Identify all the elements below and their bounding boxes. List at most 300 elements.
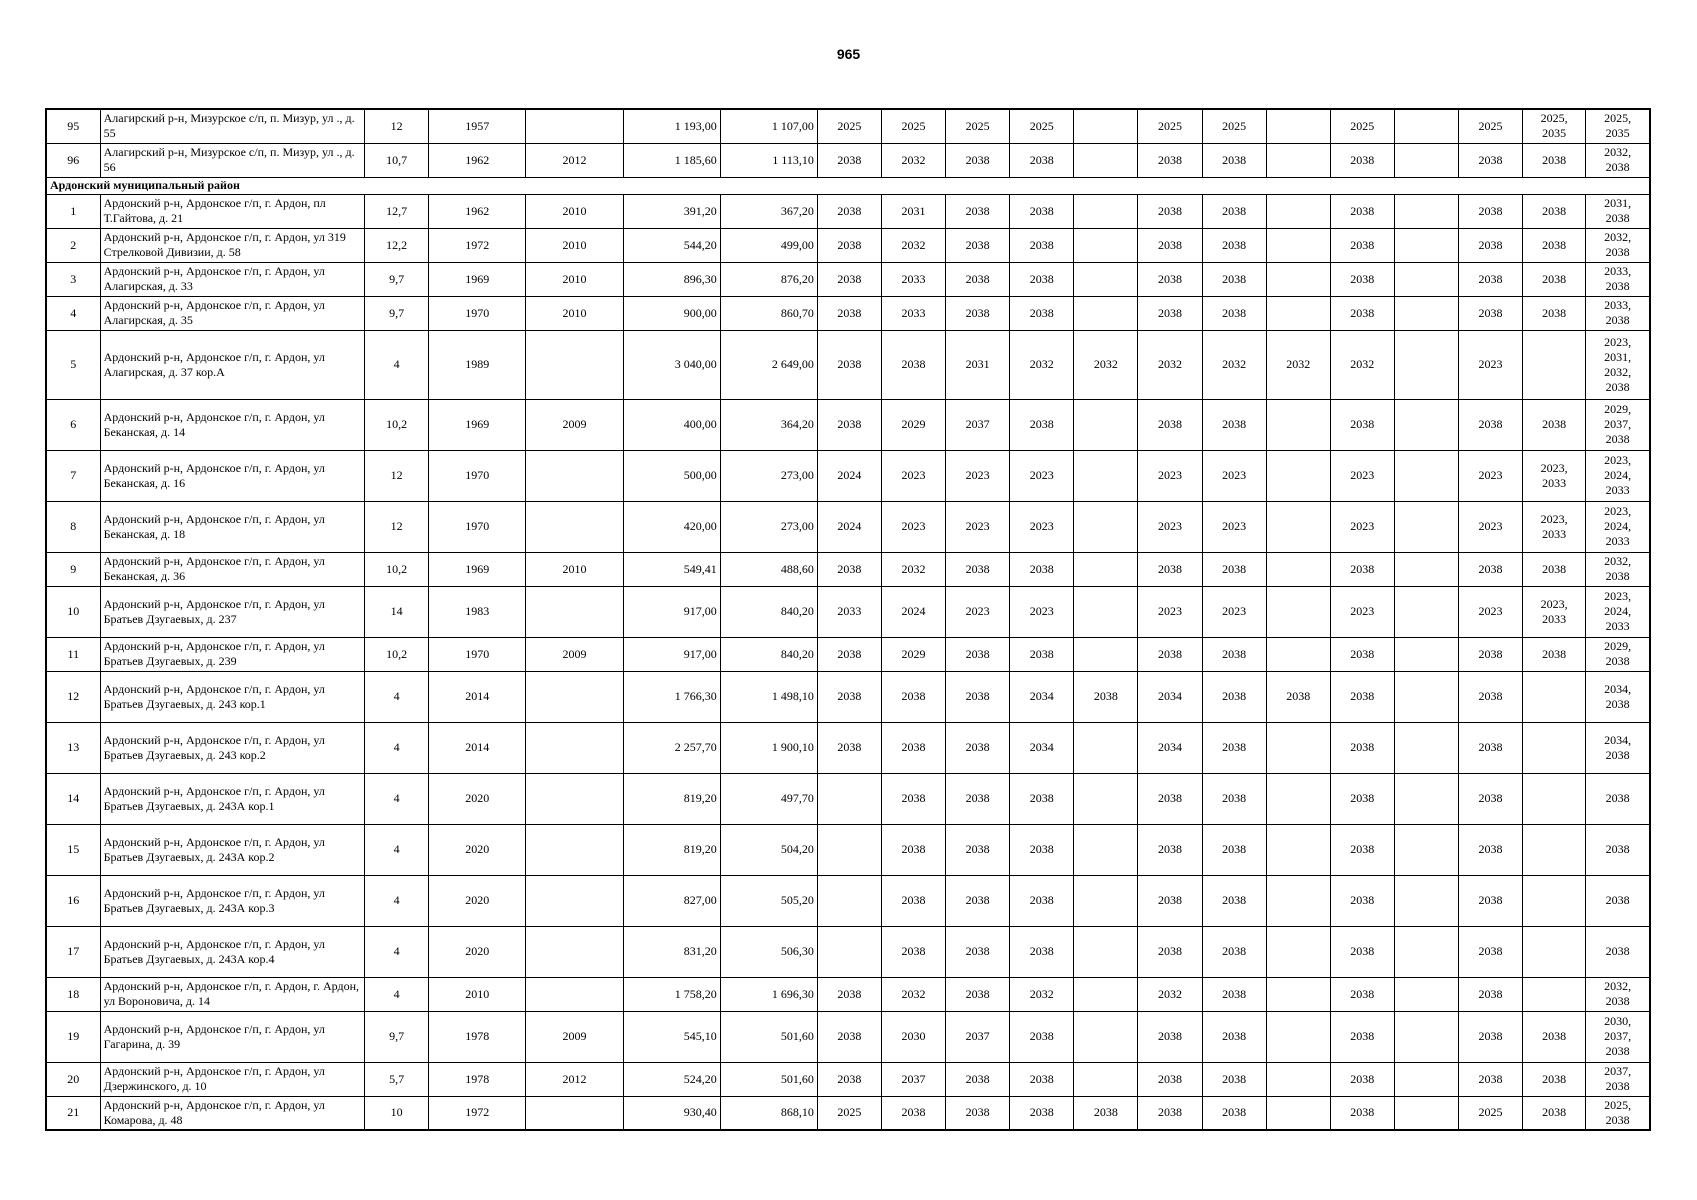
year-repaired-cell	[526, 773, 623, 824]
living-area-cell: 273,00	[720, 501, 817, 552]
repair-year-cell: 2038	[946, 722, 1010, 773]
repair-year-cell	[1266, 773, 1330, 824]
repair-year-cell: 2038	[1330, 671, 1394, 722]
repair-year-cell: 2038	[1458, 722, 1522, 773]
repair-year-cell	[1523, 722, 1586, 773]
total-area-cell: 930,40	[623, 1096, 720, 1130]
repair-year-cell: 2038	[1138, 926, 1202, 977]
repair-year-cell: 2038	[1330, 262, 1394, 296]
table-row	[46, 1062, 1650, 1096]
repair-year-cell: 2038	[817, 552, 881, 586]
repair-year-cell	[1266, 637, 1330, 671]
total-area-cell: 549,41	[623, 552, 720, 586]
year-repaired-cell: 2012	[526, 1062, 623, 1096]
row-number-cell: 10	[46, 586, 100, 637]
repair-year-cell: 2038	[1330, 637, 1394, 671]
year-repaired-cell	[526, 450, 623, 501]
row-number-cell: 96	[46, 143, 100, 177]
total-area-cell: 917,00	[623, 637, 720, 671]
repair-year-cell: 2038	[1202, 552, 1266, 586]
year-built-cell: 2020	[429, 926, 526, 977]
row-number-cell: 9	[46, 552, 100, 586]
repair-year-cell	[1266, 501, 1330, 552]
repair-year-cell	[1074, 824, 1138, 875]
year-repaired-cell: 2010	[526, 228, 623, 262]
repair-year-cell	[1394, 1011, 1458, 1062]
repair-year-cell: 2032	[1138, 977, 1202, 1011]
year-built-cell: 1970	[429, 501, 526, 552]
floors-cell: 14	[365, 586, 429, 637]
floors-cell: 12	[365, 450, 429, 501]
repair-year-cell: 2038	[1458, 773, 1522, 824]
repair-year-cell: 2038	[1458, 637, 1522, 671]
total-area-cell: 896,30	[623, 262, 720, 296]
repair-year-cell: 2033, 2038	[1586, 296, 1650, 330]
repair-year-cell: 2034	[1010, 722, 1074, 773]
repair-year-cell: 2038	[1586, 875, 1650, 926]
section-row	[46, 177, 1650, 194]
repair-year-cell: 2023	[1138, 450, 1202, 501]
address-cell: Ардонский р-н, Ардонское г/п, г. Ардон, ул Алагирская, д. 37 кор.А	[100, 330, 364, 399]
repair-year-cell: 2032, 2038	[1586, 552, 1650, 586]
floors-cell: 10,7	[365, 143, 429, 177]
living-area-cell: 273,00	[720, 450, 817, 501]
repair-year-cell: 2038	[946, 262, 1010, 296]
repair-year-cell: 2033, 2038	[1586, 262, 1650, 296]
year-repaired-cell: 2010	[526, 296, 623, 330]
address-cell: Ардонский р-н, Ардонское г/п, г. Ардон, ул Братьев Дзугаевых, д. 237	[100, 586, 364, 637]
row-number-cell: 17	[46, 926, 100, 977]
repair-year-cell: 2032	[1330, 330, 1394, 399]
table-row	[46, 926, 1650, 977]
repair-year-cell: 2023	[946, 450, 1010, 501]
repair-year-cell: 2038	[817, 296, 881, 330]
year-built-cell: 2014	[429, 671, 526, 722]
floors-cell: 10,2	[365, 637, 429, 671]
floors-cell: 4	[365, 671, 429, 722]
floors-cell: 4	[365, 773, 429, 824]
repair-year-cell: 2038	[1330, 399, 1394, 450]
repair-year-cell	[1266, 228, 1330, 262]
floors-cell: 12,7	[365, 194, 429, 228]
repair-year-cell: 2025	[1458, 109, 1522, 143]
living-area-cell: 504,20	[720, 824, 817, 875]
year-repaired-cell: 2012	[526, 143, 623, 177]
floors-cell: 4	[365, 722, 429, 773]
repair-year-cell	[1394, 875, 1458, 926]
repair-year-cell: 2030, 2037, 2038	[1586, 1011, 1650, 1062]
row-number-cell: 3	[46, 262, 100, 296]
repair-year-cell	[1074, 228, 1138, 262]
year-built-cell: 1989	[429, 330, 526, 399]
repair-year-cell: 2038	[1523, 1062, 1586, 1096]
repair-year-cell	[1394, 977, 1458, 1011]
repair-year-cell: 2023	[1458, 586, 1522, 637]
address-cell: Ардонский р-н, Ардонское г/п, г. Ардон, ул Алагирская, д. 33	[100, 262, 364, 296]
repair-year-cell: 2038	[1586, 824, 1650, 875]
repair-year-cell	[1394, 262, 1458, 296]
total-area-cell: 827,00	[623, 875, 720, 926]
repair-year-cell: 2038	[946, 824, 1010, 875]
repair-year-cell: 2038	[1458, 228, 1522, 262]
repair-year-cell: 2038	[1010, 1096, 1074, 1130]
repair-year-cell: 2025, 2035	[1586, 109, 1650, 143]
floors-cell: 4	[365, 875, 429, 926]
floors-cell: 10,2	[365, 552, 429, 586]
year-built-cell: 1969	[429, 262, 526, 296]
repair-year-cell	[1394, 296, 1458, 330]
repair-year-cell: 2031	[946, 330, 1010, 399]
repair-year-cell: 2038	[1010, 875, 1074, 926]
repair-year-cell: 2034	[1138, 722, 1202, 773]
repair-year-cell: 2029, 2038	[1586, 637, 1650, 671]
repair-year-cell: 2023	[1138, 501, 1202, 552]
address-cell: Ардонский р-н, Ардонское г/п, г. Ардон, ул Братьев Дзугаевых, д. 243 кор.1	[100, 671, 364, 722]
repair-year-cell: 2038	[1586, 926, 1650, 977]
repair-year-cell	[1266, 194, 1330, 228]
floors-cell: 12,2	[365, 228, 429, 262]
living-area-cell: 1 498,10	[720, 671, 817, 722]
living-area-cell: 1 696,30	[720, 977, 817, 1011]
repair-year-cell: 2032	[1010, 977, 1074, 1011]
repair-year-cell	[817, 824, 881, 875]
repair-year-cell: 2025	[1330, 109, 1394, 143]
repair-year-cell: 2038	[1074, 1096, 1138, 1130]
repair-year-cell: 2038	[1458, 1011, 1522, 1062]
repair-year-cell	[1394, 722, 1458, 773]
repair-year-cell: 2038	[1458, 552, 1522, 586]
repair-year-cell: 2032	[1202, 330, 1266, 399]
repair-year-cell: 2024	[817, 501, 881, 552]
year-built-cell: 1983	[429, 586, 526, 637]
repair-year-cell: 2038	[946, 143, 1010, 177]
repair-year-cell: 2023, 2033	[1523, 450, 1586, 501]
repair-year-cell	[1074, 194, 1138, 228]
total-area-cell: 819,20	[623, 824, 720, 875]
repair-year-cell: 2038	[1202, 1062, 1266, 1096]
repair-year-cell: 2038	[1202, 926, 1266, 977]
row-number-cell: 13	[46, 722, 100, 773]
table-row	[46, 330, 1650, 399]
repair-year-cell: 2038	[1458, 671, 1522, 722]
repair-year-cell: 2030	[881, 1011, 945, 1062]
repair-year-cell	[1394, 143, 1458, 177]
living-area-cell: 1 113,10	[720, 143, 817, 177]
total-area-cell: 819,20	[623, 773, 720, 824]
year-built-cell: 2020	[429, 875, 526, 926]
repair-year-cell: 2023	[1138, 586, 1202, 637]
repair-year-cell: 2038	[946, 228, 1010, 262]
repair-year-cell: 2038	[1010, 637, 1074, 671]
repair-year-cell: 2023	[1202, 586, 1266, 637]
year-built-cell: 1972	[429, 228, 526, 262]
address-cell: Ардонский р-н, Ардонское г/п, г. Ардон, ул Дзержинского, д. 10	[100, 1062, 364, 1096]
repair-year-cell: 2038	[881, 875, 945, 926]
repair-year-cell	[1266, 824, 1330, 875]
address-cell: Ардонский р-н, Ардонское г/п, г. Ардон, ул Беканская, д. 14	[100, 399, 364, 450]
repair-year-cell: 2023, 2024, 2033	[1586, 501, 1650, 552]
repair-year-cell: 2038	[1138, 1096, 1202, 1130]
repair-year-cell: 2038	[1202, 977, 1266, 1011]
repair-year-cell: 2038	[817, 194, 881, 228]
repair-year-cell	[1523, 773, 1586, 824]
floors-cell: 9,7	[365, 1011, 429, 1062]
repair-year-cell	[1074, 977, 1138, 1011]
repair-year-cell: 2023	[881, 450, 945, 501]
repair-year-cell	[1523, 875, 1586, 926]
repair-year-cell	[1266, 296, 1330, 330]
repair-year-cell: 2032	[1074, 330, 1138, 399]
repair-year-cell: 2038	[1010, 926, 1074, 977]
repair-year-cell: 2038	[1330, 1011, 1394, 1062]
repair-year-cell: 2038	[881, 926, 945, 977]
repair-year-cell: 2025	[1202, 109, 1266, 143]
year-repaired-cell	[526, 330, 623, 399]
repair-year-cell	[1394, 330, 1458, 399]
total-area-cell: 500,00	[623, 450, 720, 501]
repair-year-cell: 2038	[1330, 194, 1394, 228]
total-area-cell: 1 758,20	[623, 977, 720, 1011]
address-cell: Ардонский р-н, Ардонское г/п, г. Ардон, ул Комарова, д. 48	[100, 1096, 364, 1130]
total-area-cell: 917,00	[623, 586, 720, 637]
repair-year-cell: 2038	[946, 296, 1010, 330]
repair-year-cell: 2031, 2038	[1586, 194, 1650, 228]
repair-year-cell: 2038	[817, 722, 881, 773]
repair-year-cell: 2034, 2038	[1586, 722, 1650, 773]
repair-year-cell: 2025	[1458, 1096, 1522, 1130]
table-row	[46, 399, 1650, 450]
repair-year-cell: 2038	[1330, 143, 1394, 177]
repair-year-cell	[817, 926, 881, 977]
repair-year-cell: 2034	[1138, 671, 1202, 722]
address-cell: Ардонский р-н, Ардонское г/п, г. Ардон, ул Братьев Дзугаевых, д. 243А кор.3	[100, 875, 364, 926]
year-repaired-cell: 2010	[526, 552, 623, 586]
repair-year-cell: 2023	[946, 501, 1010, 552]
repair-year-cell: 2038	[1010, 399, 1074, 450]
repair-year-cell: 2038	[1138, 262, 1202, 296]
repair-year-cell: 2038	[1202, 875, 1266, 926]
table-row	[46, 1011, 1650, 1062]
year-repaired-cell	[526, 1096, 623, 1130]
living-area-cell: 497,70	[720, 773, 817, 824]
row-number-cell: 18	[46, 977, 100, 1011]
repair-year-cell	[1074, 296, 1138, 330]
repair-year-cell: 2023	[1330, 586, 1394, 637]
year-built-cell: 1970	[429, 450, 526, 501]
repair-year-cell: 2025	[817, 109, 881, 143]
repair-year-cell: 2038	[1138, 773, 1202, 824]
living-area-cell: 2 649,00	[720, 330, 817, 399]
repair-year-cell	[1074, 637, 1138, 671]
repair-year-cell: 2038	[1010, 262, 1074, 296]
repair-year-cell	[1394, 1096, 1458, 1130]
repair-year-cell: 2038	[881, 1096, 945, 1130]
repair-year-cell: 2038	[1138, 875, 1202, 926]
year-repaired-cell	[526, 926, 623, 977]
year-repaired-cell	[526, 501, 623, 552]
living-area-cell: 860,70	[720, 296, 817, 330]
repair-year-cell	[1074, 399, 1138, 450]
repair-year-cell: 2038	[1458, 399, 1522, 450]
repair-year-cell: 2038	[1330, 926, 1394, 977]
repair-year-cell: 2025, 2038	[1586, 1096, 1650, 1130]
repair-year-cell	[1394, 109, 1458, 143]
repair-year-cell	[1266, 586, 1330, 637]
year-repaired-cell	[526, 977, 623, 1011]
year-repaired-cell: 2010	[526, 194, 623, 228]
repair-year-cell: 2038	[946, 1096, 1010, 1130]
repair-year-cell: 2038	[1458, 926, 1522, 977]
row-number-cell: 12	[46, 671, 100, 722]
repair-year-cell: 2023, 2031, 2032, 2038	[1586, 330, 1650, 399]
repair-year-cell: 2038	[1458, 875, 1522, 926]
repair-year-cell	[1266, 1011, 1330, 1062]
year-built-cell: 1972	[429, 1096, 526, 1130]
address-cell: Ардонский р-н, Ардонское г/п, г. Ардон, ул Братьев Дзугаевых, д. 243 кор.2	[100, 722, 364, 773]
table-row	[46, 875, 1650, 926]
repair-year-cell: 2038	[1202, 722, 1266, 773]
repair-year-cell: 2038	[1330, 1062, 1394, 1096]
table-row	[46, 109, 1650, 143]
year-built-cell: 2020	[429, 773, 526, 824]
repair-year-cell	[1394, 1062, 1458, 1096]
living-area-cell: 488,60	[720, 552, 817, 586]
repair-year-cell	[1394, 552, 1458, 586]
table-row	[46, 824, 1650, 875]
repair-year-cell	[1523, 824, 1586, 875]
living-area-cell: 840,20	[720, 637, 817, 671]
year-repaired-cell: 2009	[526, 399, 623, 450]
table-row	[46, 143, 1650, 177]
repair-year-cell: 2032	[1138, 330, 1202, 399]
repair-year-cell: 2037	[946, 399, 1010, 450]
address-cell: Ардонский р-н, Ардонское г/п, г. Ардон, ул Братьев Дзугаевых, д. 243А кор.2	[100, 824, 364, 875]
repair-year-cell: 2029, 2037, 2038	[1586, 399, 1650, 450]
floors-cell: 4	[365, 824, 429, 875]
repair-year-cell	[1394, 637, 1458, 671]
total-area-cell: 391,20	[623, 194, 720, 228]
repair-year-cell	[1074, 109, 1138, 143]
year-built-cell: 1978	[429, 1011, 526, 1062]
table-row	[46, 450, 1650, 501]
repair-year-cell: 2038	[1010, 1062, 1074, 1096]
address-cell: Ардонский р-н, Ардонское г/п, г. Ардон, ул Беканская, д. 16	[100, 450, 364, 501]
repair-year-cell: 2038	[1010, 143, 1074, 177]
table-row	[46, 722, 1650, 773]
repair-year-cell: 2038	[946, 637, 1010, 671]
repair-year-cell	[1523, 977, 1586, 1011]
repair-year-cell: 2023	[1458, 501, 1522, 552]
repair-year-cell: 2038	[1330, 824, 1394, 875]
repair-year-cell: 2038	[1523, 194, 1586, 228]
total-area-cell: 831,20	[623, 926, 720, 977]
table-row	[46, 552, 1650, 586]
repair-year-cell: 2038	[1138, 143, 1202, 177]
repair-year-cell	[1394, 926, 1458, 977]
repair-year-cell: 2037	[946, 1011, 1010, 1062]
floors-cell: 12	[365, 501, 429, 552]
repair-year-cell: 2038	[1138, 296, 1202, 330]
repair-year-cell	[1074, 450, 1138, 501]
living-area-cell: 868,10	[720, 1096, 817, 1130]
floors-cell: 9,7	[365, 262, 429, 296]
address-cell: Ардонский р-н, Ардонское г/п, г. Ардон, ул 319 Стрелковой Дивизии, д. 58	[100, 228, 364, 262]
row-number-cell: 20	[46, 1062, 100, 1096]
repair-year-cell: 2038	[817, 228, 881, 262]
repair-year-cell: 2038	[1202, 1011, 1266, 1062]
repair-year-cell: 2038	[817, 1011, 881, 1062]
table-row	[46, 637, 1650, 671]
total-area-cell: 400,00	[623, 399, 720, 450]
repair-year-cell	[1266, 1062, 1330, 1096]
repair-year-cell: 2038	[1458, 262, 1522, 296]
repair-year-cell: 2038	[1330, 722, 1394, 773]
floors-cell: 5,7	[365, 1062, 429, 1096]
repair-year-cell: 2038	[1458, 824, 1522, 875]
year-built-cell: 2010	[429, 977, 526, 1011]
repair-year-cell: 2038	[817, 671, 881, 722]
repair-year-cell: 2033	[817, 586, 881, 637]
repair-year-cell: 2038	[1138, 1011, 1202, 1062]
floors-cell: 4	[365, 330, 429, 399]
repair-year-cell: 2038	[1138, 1062, 1202, 1096]
year-built-cell: 1969	[429, 552, 526, 586]
repair-year-cell: 2037, 2038	[1586, 1062, 1650, 1096]
repair-year-cell: 2032, 2038	[1586, 977, 1650, 1011]
year-built-cell: 2020	[429, 824, 526, 875]
living-area-cell: 367,20	[720, 194, 817, 228]
repair-year-cell	[1394, 773, 1458, 824]
repair-year-cell: 2038	[1330, 552, 1394, 586]
repair-year-cell	[1074, 143, 1138, 177]
repair-year-cell: 2038	[1586, 773, 1650, 824]
repair-year-cell: 2038	[1523, 552, 1586, 586]
year-repaired-cell	[526, 671, 623, 722]
repair-year-cell	[1394, 228, 1458, 262]
repair-year-cell: 2038	[1330, 977, 1394, 1011]
repair-year-cell: 2038	[1010, 296, 1074, 330]
page-number: 965	[836, 46, 861, 62]
repair-year-cell: 2038	[817, 330, 881, 399]
repair-year-cell: 2038	[946, 671, 1010, 722]
repair-year-cell: 2038	[1523, 1011, 1586, 1062]
row-number-cell: 19	[46, 1011, 100, 1062]
address-cell: Ардонский р-н, Ардонское г/п, г. Ардон, ул Гагарина, д. 39	[100, 1011, 364, 1062]
repair-year-cell: 2038	[1330, 228, 1394, 262]
total-area-cell: 420,00	[623, 501, 720, 552]
repair-year-cell	[1394, 194, 1458, 228]
repair-year-cell: 2032	[881, 143, 945, 177]
repair-year-cell	[1266, 262, 1330, 296]
address-cell: Ардонский р-н, Ардонское г/п, г. Ардон, ул Братьев Дзугаевых, д. 239	[100, 637, 364, 671]
repair-year-cell: 2038	[1458, 143, 1522, 177]
repair-year-cell	[1074, 552, 1138, 586]
year-built-cell: 1978	[429, 1062, 526, 1096]
repair-year-cell: 2025	[946, 109, 1010, 143]
living-area-cell: 506,30	[720, 926, 817, 977]
repair-year-cell	[1394, 824, 1458, 875]
repair-year-cell: 2038	[1523, 228, 1586, 262]
repair-year-cell: 2038	[946, 926, 1010, 977]
repair-year-cell: 2038	[1330, 296, 1394, 330]
housing-registry-table	[45, 108, 1651, 1131]
repair-year-cell: 2038	[1330, 875, 1394, 926]
repair-year-cell: 2038	[1202, 228, 1266, 262]
year-repaired-cell: 2009	[526, 637, 623, 671]
repair-year-cell: 2038	[1202, 773, 1266, 824]
living-area-cell: 364,20	[720, 399, 817, 450]
year-built-cell: 1962	[429, 143, 526, 177]
